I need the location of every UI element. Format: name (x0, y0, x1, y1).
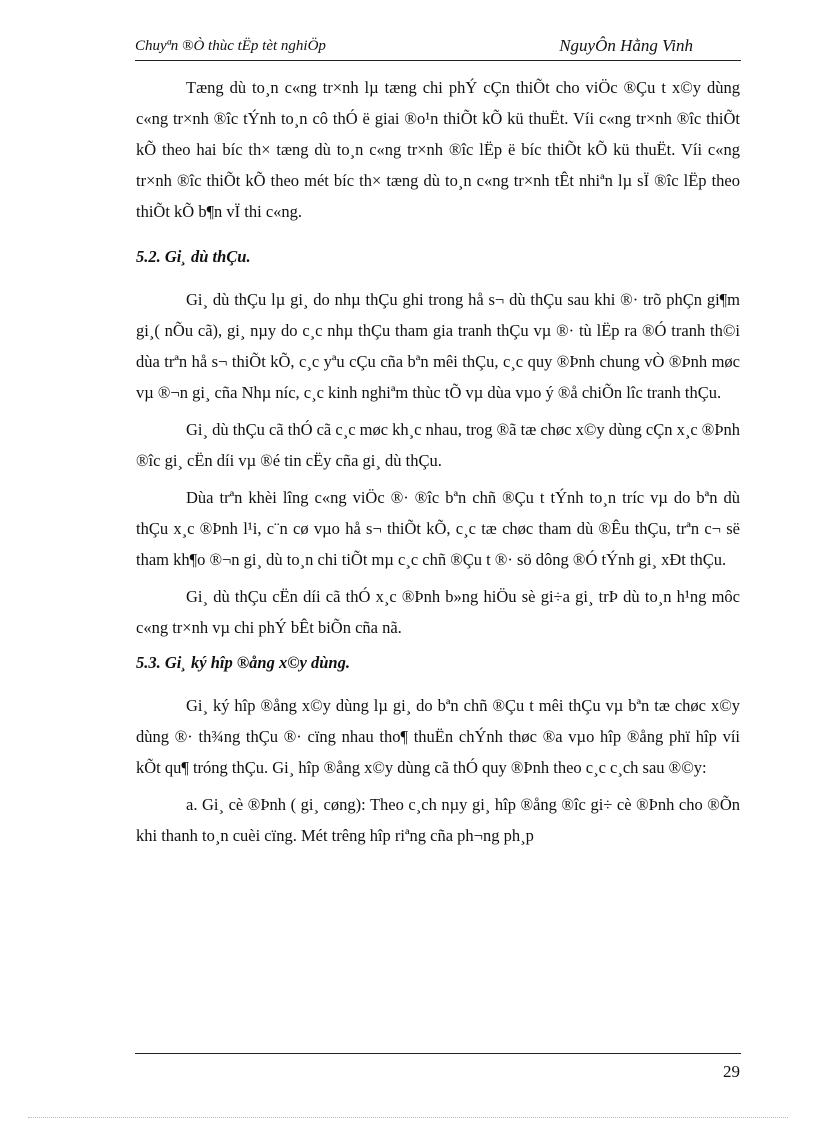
page-number: 29 (723, 1062, 740, 1081)
paragraph-bid-price-definition: Gi¸ dù thÇu lµ gi¸ do nhµ thÇu ghi trong hå s¬ dù thÇu sau khi ®· trõ phÇn gi¶m gi¸( nÕu cã), gi¸ nµy do c¸c nhµ thÇu tham gia tranh thÇu vµ ®· tù lËp ra ®Ó tranh th©i dùa trªn hå s¬ thiÕt kÕ, c¸c yªu cÇu cña bªn mêi thÇu, c¸c quy ®Þnh chung vÒ ®Þnh møc vµ ®¬n gi¸ cña Nhµ níc, c¸c kinh nghiªm thùc tÕ vµ dùa vµo ý ®å chiÕn lîc tranh thÇu. (136, 290, 740, 402)
section-heading-5-3: 5.3. Gi¸ ký hîp ®ång x©y dùng. (136, 653, 350, 672)
paragraph-bid-price-levels: Gi¸ dù thÇu cã thÓ cã c¸c møc kh¸c nhau, trog ®ã tæ chøc x©y dùng cÇn x¸c ®Þnh ®îc gi¸ cËn díi vµ ®é tin cËy cña gi¸ dù thÇu. (136, 420, 741, 470)
page-bottom-edge (28, 1117, 788, 1118)
paragraph-bid-basis: Dùa trªn khèi lîng c«ng viÖc ®· ®îc bªn chñ ®Çu t tÝnh to¸n tríc vµ do bªn dù thÇu x¸c ®Þnh l¹i, c¨n cø vµo hå s¬ thiÕt kÕ, c¸c tæ chøc tham dù ®Êu thÇu, trªn c¬ së tham kh¶o ®¬n gi¸ dù to¸n chi tiÕt mµ c¸c chñ ®Çu t ®· sö dông ®Ó tÝnh gi¸ xÐt thÇu. (136, 488, 740, 569)
header-document-title: Chuyªn ®Ò thùc tËp tèt nghiÖp (135, 38, 326, 54)
paragraph-contract-price: Gi¸ ký hîp ®ång x©y dùng lµ gi¸ do bªn chñ ®Çu t mêi thÇu vµ bªn tæ chøc x©y dùng ®· th¾ng thÇu ®· cïng nhau tho¶ thuËn chÝnh thøc ®a vµo hîp ®ång phï hîp víi kÕt qu¶ tróng thÇu. Gi¸ hîp ®ång x©y dùng cã thÓ quy ®Þnh theo c¸c c¸ch sau ®©y: (136, 696, 740, 777)
paragraph-total-estimate: Tæng dù to¸n c«ng tr×nh lµ tæng chi phÝ cÇn thiÕt cho viÖc ®Çu t x©y dùng c«ng tr×nh ®îc tÝnh to¸n cô thÓ ë giai ®o¹n thiÕt kÕ kü thuËt. Víi c«ng tr×nh ®îc thiÕt kÕ theo hai bíc th× tæng dù to¸n c«ng tr×nh ®îc lËp ë bíc thiÕt kÕ kü thuËt. Víi c«ng tr×nh ®îc thiÕt kÕ theo mét bíc th× tæng dù to¸n c«ng tr×nh tÊt nhiªn lµ sÏ ®îc lËp theo thiÕt kÕ b¶n vÏ thi c«ng. (136, 78, 740, 221)
paragraph-fixed-price: a. Gi¸ cè ®Þnh ( gi¸ cøng): Theo c¸ch nµy gi¸ hîp ®ång ®îc gi÷ cè ®Þnh cho ®Õn khi thanh to¸n cuèi cïng. Mét trêng hîp riªng cña ph¬ng ph¸p (136, 795, 740, 845)
header-author-name: NguyÔn Hằng Vinh (559, 36, 693, 55)
header-divider (135, 60, 741, 61)
running-header (135, 38, 741, 62)
footer-divider (135, 1053, 741, 1054)
paragraph-lower-bound: Gi¸ dù thÇu cËn díi cã thÓ x¸c ®Þnh b»ng hiÖu sè gi÷a gi¸ trÞ dù to¸n h¹ng môc c«ng tr×nh vµ chi phÝ bÊt biÕn cña nã. (136, 587, 740, 637)
section-heading-5-2: 5.2. Gi¸ dù thÇu. (136, 247, 251, 266)
document-body (136, 72, 740, 851)
